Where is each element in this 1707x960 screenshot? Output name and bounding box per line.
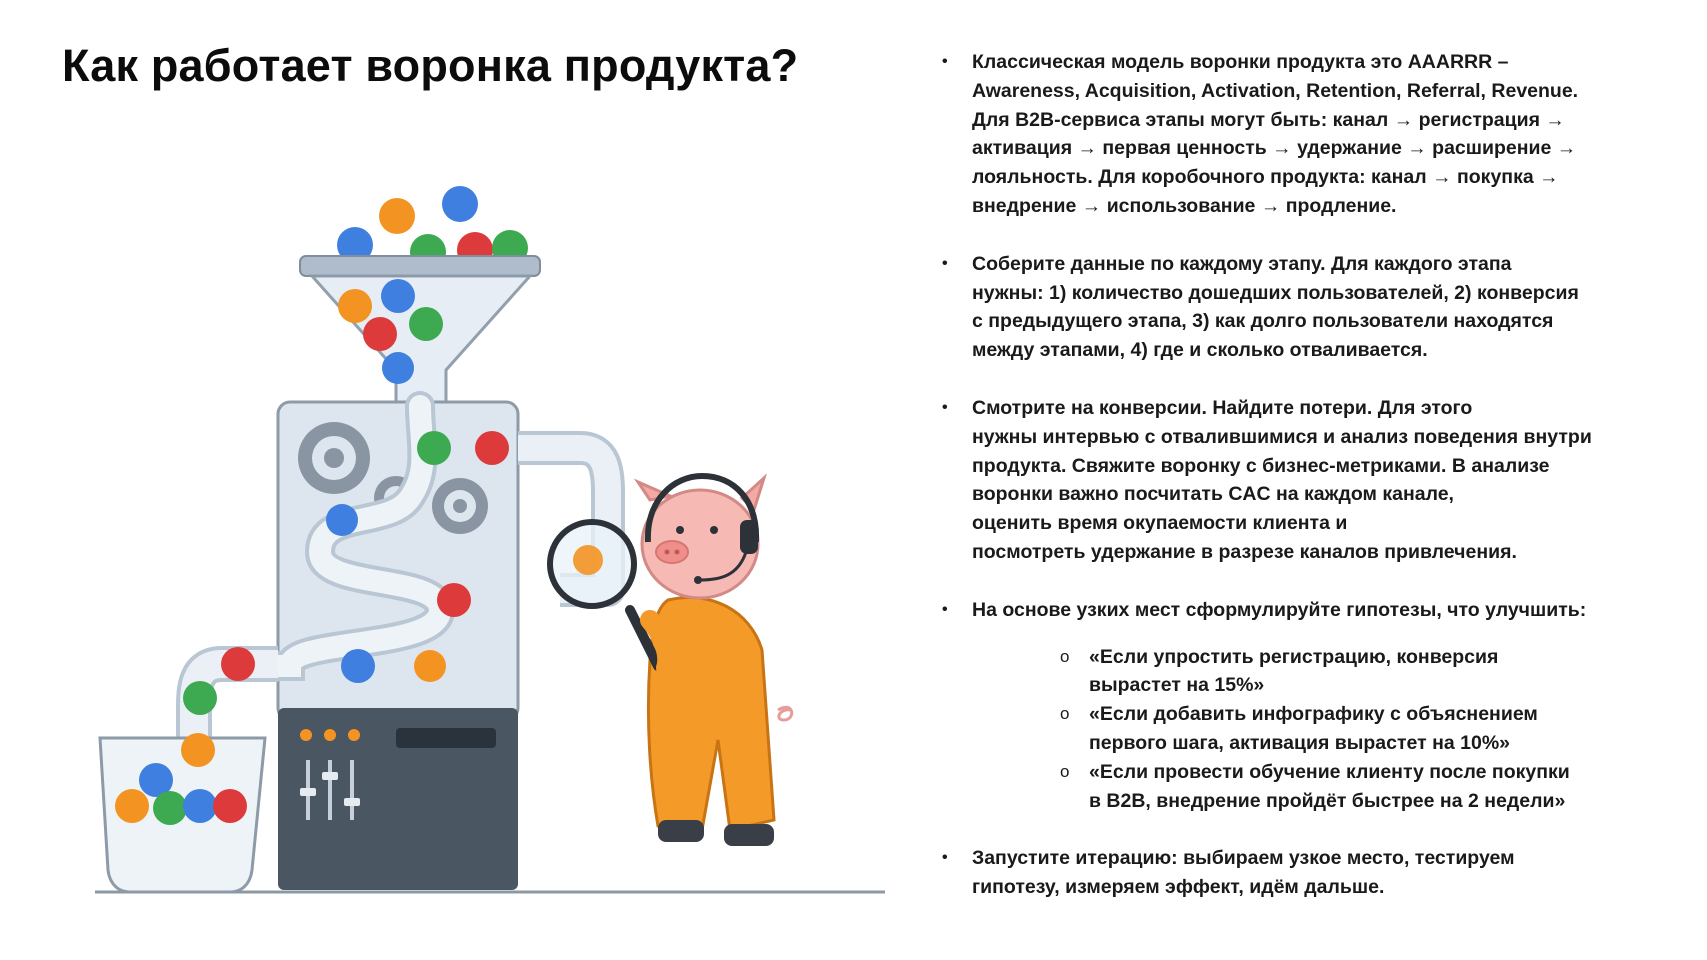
bullet-line: На основе узких мест сформулируйте гипотезы, что улучшить: <box>972 598 1587 621</box>
bullet-line: посмотреть удержание в разрезе каналов привлечения. <box>972 540 1517 563</box>
bullet-line: Смотрите на конверсии. Найдите потери. Для этого <box>972 396 1473 419</box>
bullet-marker: • <box>942 53 948 70</box>
hypothesis-line: «Если упростить регистрацию, конверсия <box>1089 645 1499 668</box>
hypothesis-line: первого шага, активация вырастет на 10%» <box>1089 731 1511 754</box>
bullet-line: внедрение → использование → продление. <box>972 194 1397 217</box>
bullet-line: Запустите итерацию: выбираем узкое место, тестируем <box>972 847 1515 870</box>
sub-bullet-marker: o <box>1060 761 1070 781</box>
bullet-line: лояльность. Для коробочного продукта: канал → покупка → <box>972 166 1559 189</box>
page-title: Как работает воронка продукта? <box>62 40 799 91</box>
bullet-item <box>940 250 1670 365</box>
hypothesis-line: «Если провести обучение клиенту после покупки <box>1089 760 1570 783</box>
bullet-item <box>940 394 1670 567</box>
bullet-line: нужны: 1) количество дошедших пользователей, 2) конверсия <box>972 281 1579 304</box>
hypothesis-line: в B2B, внедрение пройдёт быстрее на 2 недели» <box>1089 789 1566 812</box>
bullet-line: Awareness, Acquisition, Activation, Retention, Referral, Revenue. <box>972 79 1579 102</box>
bullet-marker: • <box>942 600 948 618</box>
content-panel <box>940 48 1670 931</box>
hypothesis-item <box>1060 758 1670 816</box>
bullet-list <box>940 48 1670 902</box>
sub-bullet-marker: o <box>1060 646 1070 666</box>
bullet-item <box>940 596 1670 816</box>
hypothesis-list <box>972 643 1670 816</box>
bullet-line: Соберите данные по каждому этапу. Для каждого этапа <box>972 252 1512 275</box>
bullet-line: нужны интервью с отвалившимися и анализ поведения внутри <box>972 425 1592 448</box>
bullet-line: с предыдущего этапа, 3) как долго пользователи находятся <box>972 310 1554 333</box>
bullet-line: оценить время окупаемости клиента и <box>972 512 1348 535</box>
bullet-line: воронки важно посчитать CAC на каждом канале, <box>972 483 1454 506</box>
hypothesis-item <box>1060 700 1670 758</box>
bullet-item <box>940 48 1670 221</box>
bullet-marker: • <box>942 398 948 416</box>
hypothesis-item <box>1060 643 1670 701</box>
bullet-marker: • <box>942 849 948 867</box>
bullet-line: между этапами, 4) где и сколько отваливается. <box>972 339 1428 362</box>
funnel-machine-illustration <box>90 180 890 905</box>
pig-character <box>550 476 792 846</box>
bullet-line: активация → первая ценность → удержание → расширение → <box>972 137 1577 160</box>
hypothesis-line: «Если добавить инфографику с объяснением <box>1089 703 1538 726</box>
bullet-line: Классическая модель воронки продукта это AAARRR – <box>972 51 1509 73</box>
bullet-marker: • <box>942 254 948 272</box>
sub-bullet-marker: o <box>1060 704 1070 724</box>
bullet-line: гипотезу, измеряем эффект, идём дальше. <box>972 876 1385 899</box>
bullet-item <box>940 844 1670 902</box>
hypothesis-line: вырастет на 15%» <box>1089 674 1265 697</box>
bullet-line: продукта. Свяжите воронку с бизнес-метриками. В анализе <box>972 454 1550 477</box>
bullet-line: Для B2B-сервиса этапы могут быть: канал → регистрация → <box>972 108 1565 131</box>
